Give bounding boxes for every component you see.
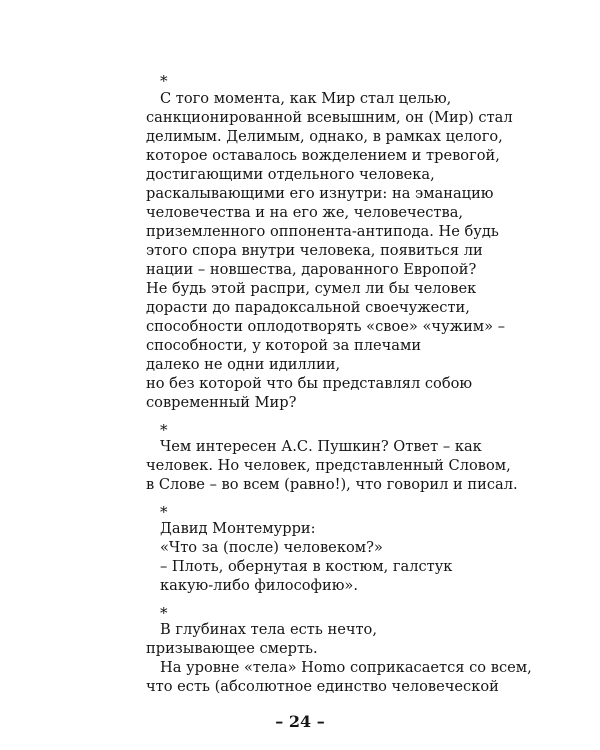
text-line: санкционированной всевышним, он (Мир) стал	[146, 109, 513, 126]
text-line: В глубинах тела есть нечто,	[160, 621, 377, 638]
text-line: «Что за (после) человеком?»	[160, 539, 383, 556]
text-line: но без которой что бы представлял собою	[146, 375, 473, 392]
text-line: способности, у которой за плечами	[146, 337, 422, 354]
text-line: – Плоть, обернутая в костюм, галстук	[160, 558, 453, 575]
text-line: Не будь этой распри, сумел ли бы человек	[146, 280, 477, 297]
text-line: достигающими отдельного человека,	[146, 166, 435, 183]
page-number: – 24 –	[275, 712, 325, 731]
text-line: способности оплодотворять «свое» «чужим» –	[146, 318, 506, 335]
text-line: С того момента, как Мир стал целью,	[160, 90, 452, 107]
text-line: нации – новшества, дарованного Европой?	[146, 261, 477, 278]
text-line: далеко не одни идиллии,	[146, 356, 341, 373]
text-line: какую-либо философию».	[160, 577, 358, 594]
text-line: этого спора внутри человека, появиться ли	[146, 242, 483, 259]
text-line: раскалывающими его изнутри: на эманацию	[146, 185, 494, 202]
text-line: человечества и на его же, человечества,	[146, 204, 464, 221]
section-marker: *	[160, 421, 168, 439]
text-line: что есть (абсолютное единство человеческой	[146, 678, 499, 695]
text-line: делимым. Делимым, однако, в рамках целого,	[146, 128, 503, 145]
section-marker: *	[160, 604, 168, 622]
text-line: человек. Но человек, представленный Словом,	[146, 457, 511, 474]
text-line: которое оставалось вожделением и тревогой,	[146, 147, 500, 164]
text-line: Чем интересен А.С. Пушкин? Ответ – как	[160, 438, 482, 455]
text-line: в Слове – во всем (равно!), что говорил и писал.	[146, 476, 518, 493]
text-line: Давид Монтемурри:	[160, 520, 316, 537]
text-line: дорасти до парадоксальной своечужести,	[146, 299, 470, 316]
text-line: современный Мир?	[146, 394, 297, 411]
section-marker: *	[160, 503, 168, 521]
section-marker: *	[160, 72, 168, 90]
text-line: На уровне «тела» Homo соприкасается со всем,	[160, 659, 532, 676]
text-line: призывающее смерть.	[146, 640, 318, 657]
text-line: приземленного оппонента-антипода. Не будь	[146, 223, 499, 240]
